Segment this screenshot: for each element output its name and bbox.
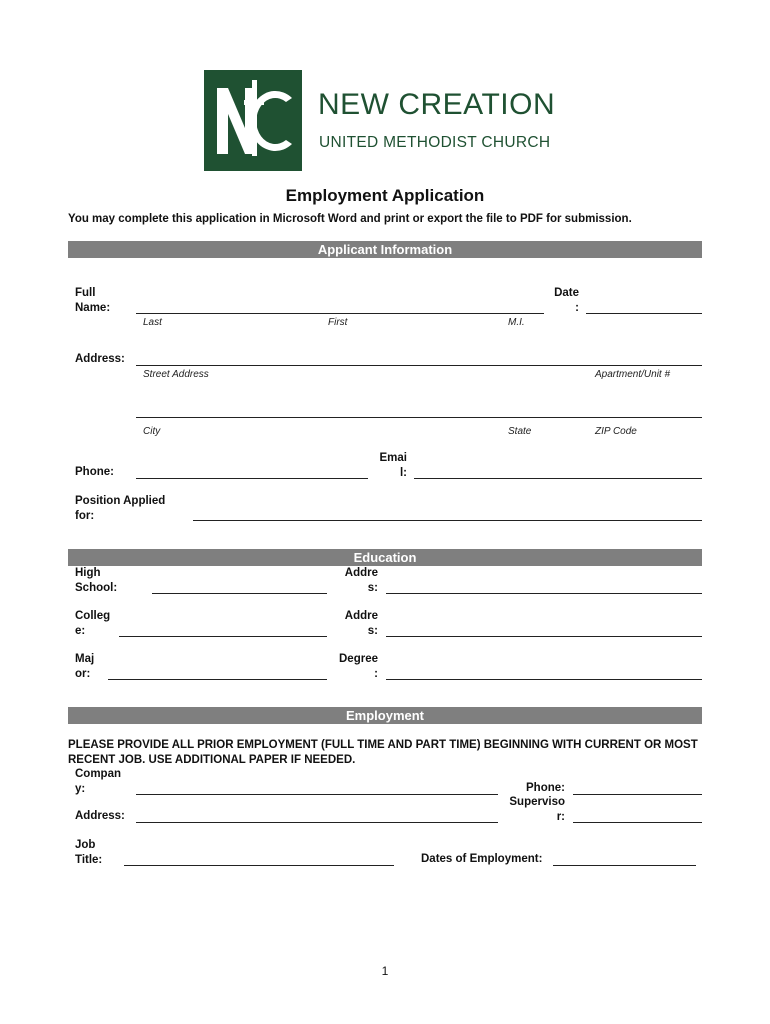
dates-of-employment-label: Dates of Employment: xyxy=(421,853,543,865)
high-school-label: High School: xyxy=(75,567,118,594)
first-name-sublabel: First xyxy=(328,317,348,328)
supervisor-label: Superviso r: xyxy=(509,796,565,823)
section-header-applicant: Applicant Information xyxy=(68,241,702,258)
phone-label: Phone: xyxy=(75,466,114,478)
church-subtitle: UNITED METHODIST CHURCH xyxy=(319,134,551,151)
street-address-field[interactable] xyxy=(136,365,702,366)
supervisor-field[interactable] xyxy=(573,822,702,823)
page-title: Employment Application xyxy=(285,186,485,205)
high-school-field[interactable] xyxy=(152,593,327,594)
position-field[interactable] xyxy=(193,520,702,521)
city-sublabel: City xyxy=(143,426,161,437)
email-label: Emai l: xyxy=(379,452,407,479)
section-header-education: Education xyxy=(68,549,702,566)
date-field[interactable] xyxy=(586,313,702,314)
high-school-address-field[interactable] xyxy=(386,593,702,594)
high-school-address-label: Addre s: xyxy=(344,567,378,594)
street-address-sublabel: Street Address xyxy=(143,369,209,380)
college-field[interactable] xyxy=(119,636,327,637)
nc-cross-monogram-icon xyxy=(204,70,302,171)
employer-phone-label: Phone: xyxy=(526,782,565,794)
phone-field[interactable] xyxy=(136,478,368,479)
degree-label: Degree : xyxy=(339,653,378,680)
employer-address-label: Address: xyxy=(75,810,125,822)
email-field[interactable] xyxy=(414,478,702,479)
page-number: 1 xyxy=(381,964,389,978)
company-field[interactable] xyxy=(136,794,498,795)
apartment-sublabel: Apartment/Unit # xyxy=(595,369,671,380)
employer-address-field[interactable] xyxy=(136,822,498,823)
major-label: Maj or: xyxy=(75,653,95,680)
employment-instructions: PLEASE PROVIDE ALL PRIOR EMPLOYMENT (FULL TIME AND PART TIME) BEGINNING WITH CURRENT OR MOST RECENT JOB. USE ADDITIONAL PAPER IF NEEDED. xyxy=(68,739,698,766)
full-name-label: Full Name: xyxy=(75,287,111,314)
intro-text: You may complete this application in Microsoft Word and print or export the file to PDF for submission. xyxy=(68,213,632,225)
employer-phone-field[interactable] xyxy=(573,794,702,795)
middle-initial-sublabel: M.I. xyxy=(508,317,525,328)
address-label: Address: xyxy=(75,353,125,365)
college-address-label: Addre s: xyxy=(344,610,378,637)
dates-of-employment-field[interactable] xyxy=(553,865,696,866)
position-label: Position Applied for: xyxy=(75,495,166,522)
full-name-field[interactable] xyxy=(136,313,544,314)
church-name: NEW CREATION xyxy=(318,88,556,121)
job-title-label: Job Title: xyxy=(75,839,103,866)
last-name-sublabel: Last xyxy=(143,317,162,328)
job-title-field[interactable] xyxy=(124,865,394,866)
state-sublabel: State xyxy=(508,426,532,437)
college-address-field[interactable] xyxy=(386,636,702,637)
college-label: Colleg e: xyxy=(75,610,111,637)
major-field[interactable] xyxy=(108,679,327,680)
zip-sublabel: ZIP Code xyxy=(595,426,637,437)
city-state-zip-field[interactable] xyxy=(136,417,702,418)
date-label: Date : xyxy=(554,287,579,314)
church-logo-mark xyxy=(204,70,302,171)
section-header-employment: Employment xyxy=(68,707,702,724)
company-label: Compan y: xyxy=(75,768,121,795)
degree-field[interactable] xyxy=(386,679,702,680)
